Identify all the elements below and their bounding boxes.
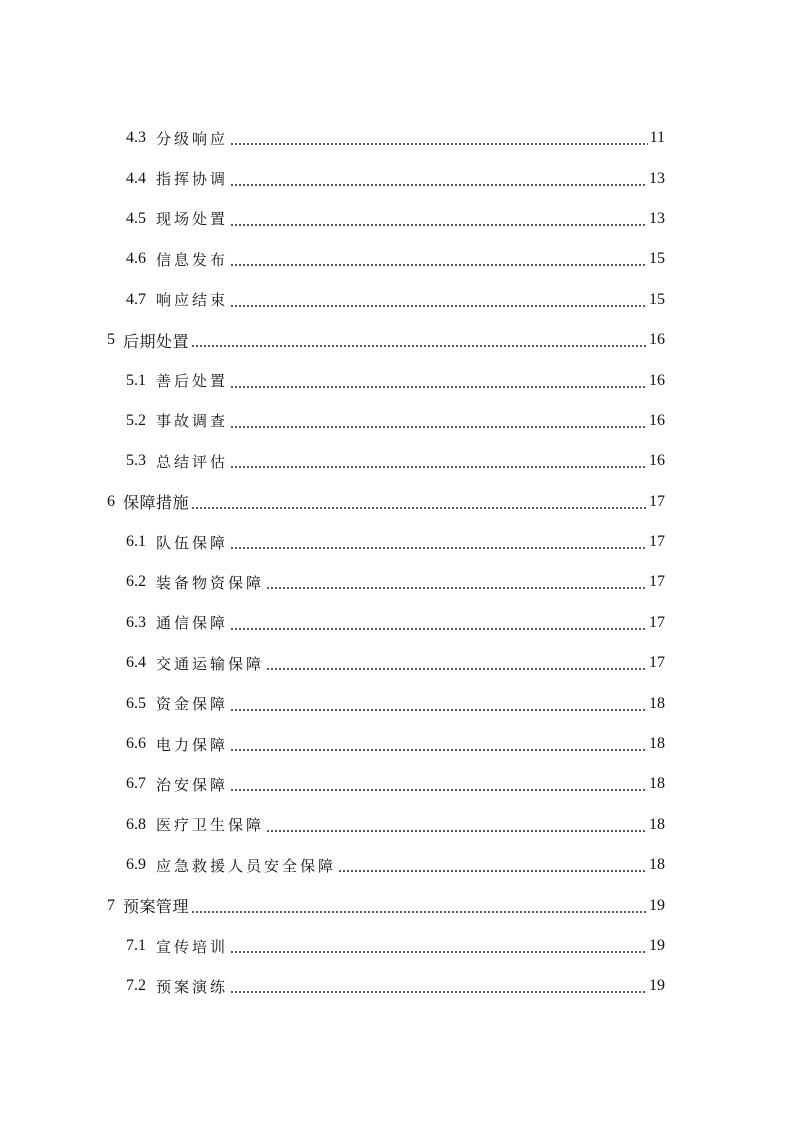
- toc-entry-title: 交通运输保障: [156, 654, 265, 673]
- toc-entry-number: 4.7: [126, 290, 146, 308]
- toc-entry-title: 分级响应: [156, 129, 229, 148]
- dot-leader: [230, 951, 647, 953]
- toc-entry-page-number: 17: [649, 573, 665, 591]
- toc-entry-page-number: 11: [649, 129, 665, 147]
- dot-leader: [230, 749, 647, 751]
- dot-leader: [230, 709, 647, 711]
- toc-entry-page-number: 17: [649, 492, 665, 510]
- toc-entry-title: 队伍保障: [156, 533, 229, 552]
- toc-chapter-entry[interactable]: [0, 885, 800, 925]
- toc-section-entry[interactable]: [0, 926, 800, 966]
- toc-entry-title: 保障措施: [123, 493, 190, 513]
- toc-section-entry[interactable]: [0, 239, 800, 279]
- toc-section-entry[interactable]: [0, 401, 800, 441]
- toc-entry-page-number: 17: [649, 613, 665, 631]
- toc-section-entry[interactable]: [0, 845, 800, 885]
- dot-leader: [230, 789, 647, 791]
- dot-leader: [230, 386, 647, 388]
- toc-section-entry[interactable]: [0, 280, 800, 320]
- toc-entry-page-number: 19: [649, 896, 665, 914]
- dot-leader: [266, 668, 647, 670]
- toc-section-entry[interactable]: [0, 764, 800, 804]
- dot-leader: [230, 143, 648, 145]
- dot-leader: [230, 991, 647, 993]
- toc-entry-number: 4.3: [126, 129, 146, 147]
- toc-section-entry[interactable]: [0, 643, 800, 683]
- table-of-contents: [0, 118, 800, 1007]
- toc-entry-number: 6.1: [126, 533, 146, 551]
- toc-entry-number: 6.4: [126, 654, 146, 672]
- toc-entry-title: 响应结束: [156, 291, 229, 310]
- toc-entry-title: 总结评估: [156, 452, 229, 471]
- toc-entry-title: 通信保障: [156, 614, 229, 633]
- toc-entry-title: 预案管理: [123, 897, 190, 917]
- toc-entry-page-number: 18: [649, 775, 665, 793]
- toc-entry-title: 资金保障: [156, 695, 229, 714]
- dot-leader: [230, 466, 647, 468]
- toc-section-entry[interactable]: [0, 360, 800, 400]
- toc-entry-number: 5.2: [126, 411, 146, 429]
- toc-entry-title: 电力保障: [156, 735, 229, 754]
- toc-chapter-entry[interactable]: [0, 482, 800, 522]
- dot-leader: [191, 911, 647, 913]
- toc-entry-number: 7: [107, 896, 115, 914]
- toc-section-entry[interactable]: [0, 158, 800, 198]
- toc-entry-page-number: 13: [649, 169, 665, 187]
- toc-entry-title: 指挥协调: [156, 170, 229, 189]
- toc-section-entry[interactable]: [0, 683, 800, 723]
- toc-entry-number: 6.6: [126, 735, 146, 753]
- toc-chapter-entry[interactable]: [0, 320, 800, 360]
- dot-leader: [191, 345, 647, 347]
- toc-entry-number: 6.8: [126, 815, 146, 833]
- toc-entry-number: 7.2: [126, 977, 146, 995]
- toc-entry-title: 信息发布: [156, 250, 229, 269]
- dot-leader: [230, 305, 647, 307]
- toc-entry-number: 5.1: [126, 371, 146, 389]
- toc-entry-title: 应急救援人员安全保障: [156, 856, 337, 875]
- toc-entry-number: 6.7: [126, 775, 146, 793]
- toc-entry-page-number: 19: [649, 937, 665, 954]
- toc-entry-title: 治安保障: [156, 775, 229, 794]
- toc-entry-number: 6: [107, 492, 115, 510]
- toc-entry-page-number: 15: [649, 290, 665, 308]
- toc-entry-number: 7.1: [126, 937, 146, 954]
- toc-section-entry[interactable]: [0, 966, 800, 1006]
- toc-entry-title: 装备物资保障: [156, 573, 265, 592]
- toc-entry-number: 4.6: [126, 250, 146, 268]
- toc-entry-title: 医疗卫生保障: [156, 816, 265, 835]
- toc-section-entry[interactable]: [0, 199, 800, 239]
- toc-entry-page-number: 18: [649, 815, 665, 833]
- toc-entry-page-number: 16: [649, 452, 665, 470]
- toc-entry-page-number: 18: [649, 856, 665, 874]
- toc-entry-title: 善后处置: [156, 372, 229, 391]
- toc-section-entry[interactable]: [0, 562, 800, 602]
- toc-entry-page-number: 13: [649, 209, 665, 227]
- toc-entry-page-number: 16: [649, 411, 665, 429]
- dot-leader: [230, 264, 647, 266]
- toc-entry-page-number: 18: [649, 694, 665, 712]
- toc-entry-page-number: 17: [649, 654, 665, 672]
- toc-entry-page-number: 18: [649, 735, 665, 753]
- toc-entry-number: 4.4: [126, 169, 146, 187]
- toc-section-entry[interactable]: [0, 118, 800, 158]
- toc-entry-title: 宣传培训: [156, 937, 229, 956]
- toc-section-entry[interactable]: [0, 603, 800, 643]
- dot-leader: [230, 547, 647, 549]
- toc-entry-page-number: 17: [649, 533, 665, 551]
- toc-entry-number: 6.9: [126, 856, 146, 874]
- toc-entry-number: 5: [107, 331, 115, 349]
- toc-entry-number: 4.5: [126, 209, 146, 227]
- toc-entry-number: 5.3: [126, 452, 146, 470]
- toc-section-entry[interactable]: [0, 441, 800, 481]
- dot-leader: [266, 587, 647, 589]
- dot-leader: [230, 628, 647, 630]
- toc-section-entry[interactable]: [0, 522, 800, 562]
- dot-leader: [230, 426, 647, 428]
- toc-entry-number: 6.3: [126, 613, 146, 631]
- toc-entry-page-number: 16: [649, 331, 665, 349]
- dot-leader: [230, 184, 647, 186]
- dot-leader: [230, 224, 647, 226]
- toc-entry-title: 后期处置: [123, 331, 190, 351]
- toc-entry-page-number: 16: [649, 371, 665, 389]
- toc-entry-title: 事故调查: [156, 412, 229, 431]
- toc-section-entry[interactable]: [0, 805, 800, 845]
- toc-entry-number: 6.5: [126, 694, 146, 712]
- toc-entry-page-number: 15: [649, 250, 665, 268]
- toc-entry-number: 6.2: [126, 573, 146, 591]
- dot-leader: [266, 830, 647, 832]
- dot-leader: [191, 507, 647, 509]
- toc-section-entry[interactable]: [0, 724, 800, 764]
- toc-entry-title: 预案演练: [156, 977, 229, 996]
- toc-entry-title: 现场处置: [156, 210, 229, 229]
- dot-leader: [338, 870, 647, 872]
- toc-entry-page-number: 19: [649, 977, 665, 995]
